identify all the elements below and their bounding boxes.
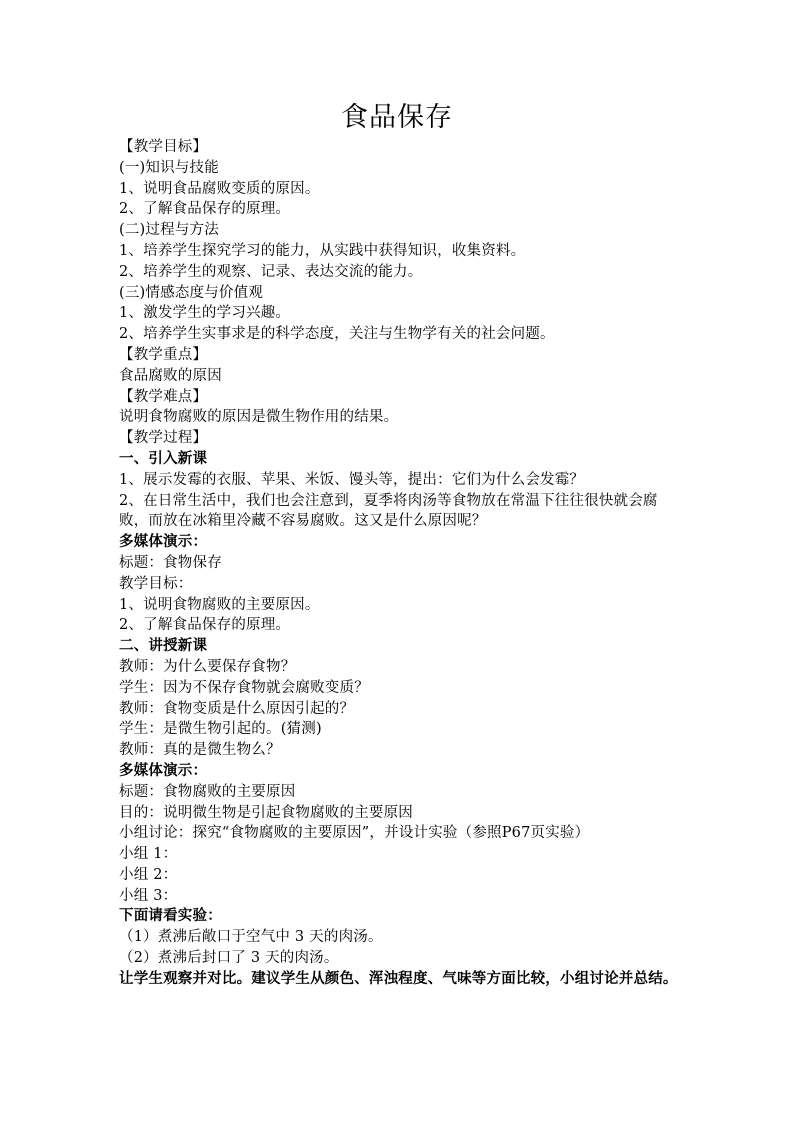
text-line: 下面请看实验： bbox=[119, 907, 222, 925]
text-line: 教学目标： bbox=[119, 575, 193, 592]
text-line: 学生：是微生物引起的。(猜测) bbox=[119, 721, 322, 738]
text-line: 1、说明食品腐败变质的原因。 bbox=[119, 180, 320, 197]
text-line: 小组讨论：探究“食物腐败的主要原因”，并设计实验（参照P67页实验） bbox=[119, 825, 590, 842]
text-line: （1）煮沸后敞口于空气中 3 天的肉汤。 bbox=[119, 929, 383, 946]
text-line: 小组 2： bbox=[119, 866, 178, 883]
text-line: 学生：因为不保存食物就会腐败变质？ bbox=[119, 679, 369, 696]
text-line: 1、说明食物腐败的主要原因。 bbox=[119, 596, 320, 613]
text-line: 2、了解食品保存的原理。 bbox=[119, 617, 291, 634]
text-line: 多媒体演示： bbox=[119, 761, 208, 779]
text-line: 一、引入新课 bbox=[119, 449, 208, 467]
text-line: （2）煮沸后封口了 3 天的肉汤。 bbox=[119, 950, 339, 967]
text-line: 【教学难点】 bbox=[119, 388, 208, 405]
text-line: 教师：真的是微生物么？ bbox=[119, 742, 281, 759]
text-line: 1、激发学生的学习兴趣。 bbox=[119, 305, 291, 322]
text-line: 【教学过程】 bbox=[119, 430, 208, 447]
document-title: 食品保存 bbox=[341, 102, 453, 133]
text-line: 多媒体演示： bbox=[119, 533, 208, 551]
text-line: 【教学目标】 bbox=[119, 139, 208, 155]
text-line: (一)知识与技能 bbox=[119, 159, 219, 176]
text-line: 2、培养学生的观察、记录、表达交流的能力。 bbox=[119, 263, 423, 280]
text-line: 教师：食物变质是什么原因引起的？ bbox=[119, 700, 355, 717]
text-line: 小组 3： bbox=[119, 887, 178, 904]
text-line: 2、培养学生实事求是的科学态度，关注与生物学有关的社会问题。 bbox=[119, 326, 555, 343]
text-line: 【教学重点】 bbox=[119, 346, 208, 363]
text-line: 教师：为什么要保存食物？ bbox=[119, 658, 296, 675]
text-line: 小组 1： bbox=[119, 846, 178, 863]
text-line: (三)情感态度与价值观 bbox=[119, 284, 264, 301]
text-line: 1、展示发霉的衣服、苹果、米饭、馒头等，提出：它们为什么会发霉？ bbox=[119, 471, 585, 488]
text-line: 标题：食物保存 bbox=[119, 554, 222, 571]
text-line: 说明食物腐败的原因是微生物作用的结果。 bbox=[119, 409, 399, 426]
text-line: 1、培养学生探究学习的能力，从实践中获得知识，收集资料。 bbox=[119, 242, 526, 259]
text-line: 目的：说明微生物是引起食物腐败的主要原因 bbox=[119, 804, 413, 821]
text-line: 让学生观察并对比。建议学生从颜色、浑浊程度、气味等方面比较，小组讨论并总结。 bbox=[119, 969, 678, 987]
text-line: 食品腐败的原因 bbox=[119, 367, 222, 384]
document-body bbox=[119, 137, 679, 990]
text-line: 2、了解食品保存的原理。 bbox=[119, 201, 291, 218]
text-line: 2、在日常生活中，我们也会注意到，夏季将肉汤等食物放在常温下往往很快就会腐败，而放在冰箱里冷藏不容易腐败。这又是什么原因呢？ bbox=[119, 492, 658, 530]
text-line: 二、讲授新课 bbox=[119, 637, 208, 655]
text-line: (二)过程与方法 bbox=[119, 222, 219, 239]
text-line: 标题：食物腐败的主要原因 bbox=[119, 783, 296, 800]
